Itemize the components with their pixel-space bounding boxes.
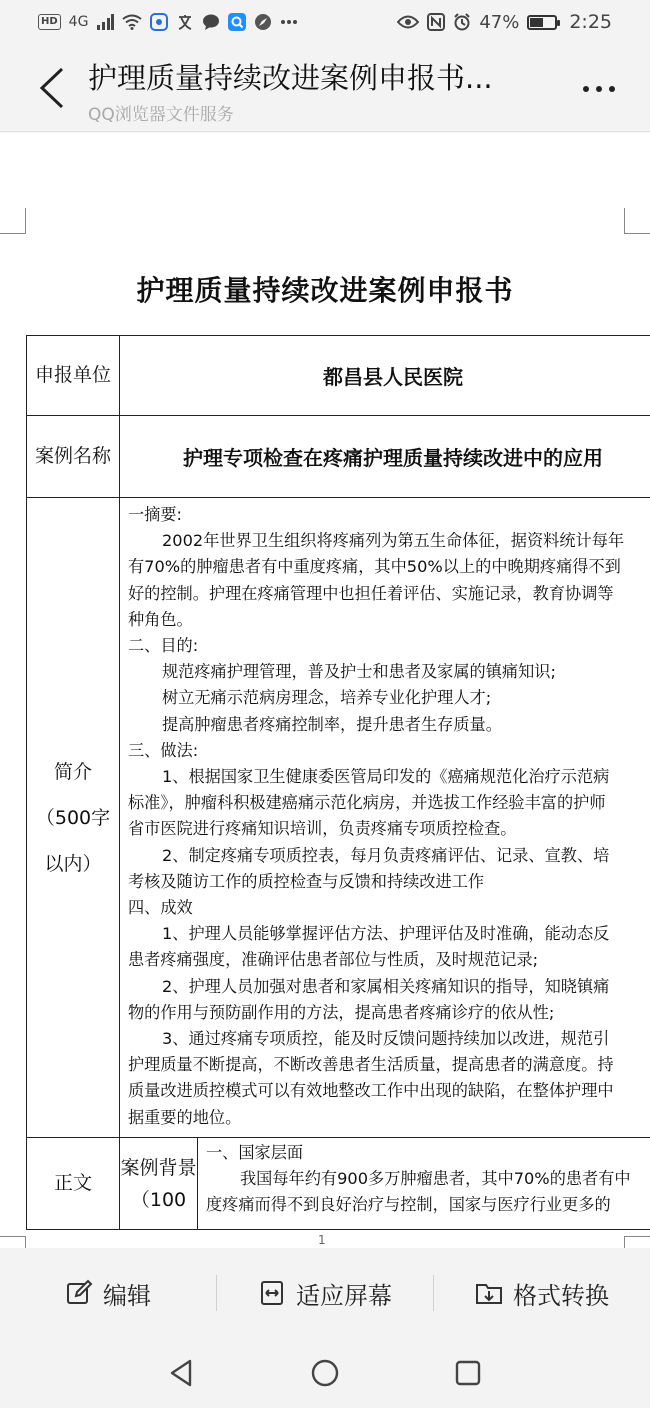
status-left [38,13,298,31]
format-convert-label: 格式转换 [513,1281,609,1310]
intro-line: 据重要的地位。 [128,1107,242,1127]
intro-line: 二、目的: [128,636,199,656]
signal-icon [96,14,114,30]
intro-line: 1、护理人员能够掌握评估方法、护理评估及时准确，能动态反 [162,924,610,944]
more-options-button[interactable] [574,74,624,104]
notification-app-icon [150,13,168,31]
intro-line: 标准》，肿瘤科积极建癌痛示范化病房，并选拔工作经验丰富的护师 [128,793,606,813]
wifi-icon [122,14,142,30]
intro-line: 三、做法: [128,740,199,760]
square-recents-icon [452,1357,484,1389]
unit-label: 申报单位 [26,336,120,415]
intro-line: 好的控制。护理在疼痛管理中也担任着评估、实施记录，教育协调等 [128,583,614,603]
circle-home-icon [309,1357,341,1389]
edit-icon [65,1279,93,1307]
dot-icon [609,86,615,92]
format-convert-button[interactable] [434,1263,650,1323]
clock: 2:25 [569,11,612,33]
triangle-back-icon [166,1357,198,1389]
back-button[interactable] [30,62,74,114]
intro-line: 2、护理人员加强对患者和家属相关疼痛知识的指导，知晓镇痛 [162,976,610,996]
fit-screen-icon [258,1279,286,1307]
intro-line: 种角色。 [128,609,193,629]
dot-icon [596,86,602,92]
intro-line: 一摘要: [128,505,183,524]
eye-icon [397,15,419,29]
page-number: 1 [318,1233,326,1247]
application-table [26,335,650,1230]
document-viewer[interactable] [0,133,650,1248]
more-notifications-icon [280,19,298,25]
battery-percent: 47% [479,11,520,33]
intro-line: 1、根据国家卫生健康委医管局印发的《癌痛规范化治疗示范病 [162,767,610,787]
intro-line: 患者疼痛强度，准确评估患者部位与性质，及时规范记录; [128,950,539,970]
edit-button[interactable] [0,1263,216,1323]
body-content [198,1138,650,1229]
dot-icon [583,86,589,92]
nav-home-button[interactable] [295,1348,355,1398]
crop-mark [624,1236,650,1248]
body-line: 一、国家层面 [206,1143,304,1162]
page-subtitle: QQ浏览器文件服务 [88,105,234,125]
intro-line: 3、通过疼痛专项质控，能及时反馈问题持续加以改进，规范引 [162,1029,610,1049]
body-label: 正文 [26,1138,120,1229]
intro-line: 树立无痛示范病房理念，培养专业化护理人才; [162,688,492,708]
case-label: 案例名称 [26,416,120,497]
browser-app-icon [228,13,246,31]
fit-screen-button[interactable] [217,1263,433,1323]
case-value: 护理专项检查在疼痛护理质量持续改进中的应用 [183,446,603,470]
battery-icon [527,15,557,30]
intro-line: 物的作用与预防副作用的方法，提高患者疼痛诊疗的依从性; [128,1002,555,1022]
intro-line: 省市医院进行疼痛知识培训，负责疼痛专项质控检查。 [128,819,517,839]
crop-mark [0,1236,26,1248]
intro-line: 护理质量不断提高，不断改善患者生活质量，提高患者的满意度。持 [128,1055,614,1075]
intro-line: 规范疼痛护理管理，普及护士和患者及家属的镇痛知识; [162,662,556,682]
intro-line: 考核及随访工作的质控检查与反馈和持续改进工作 [128,871,485,891]
table-row-unit [26,336,650,416]
nfc-icon [427,13,445,31]
nav-recents-button[interactable] [438,1348,498,1398]
intro-label: 简介（500字以内） [26,498,120,1137]
bottom-toolbar [0,1248,650,1338]
intro-line: 有70%的肿瘤患者有中重度疼痛，其中50%以上的中晚期疼痛得不到 [128,557,621,577]
alarm-icon [453,13,471,31]
table-row-body [26,1138,650,1230]
intro-line: 提高肿瘤患者疼痛控制率，提升患者生存质量。 [162,714,502,734]
body-line: 我国每年约有900多万肿瘤患者，其中70%的患者有中 [240,1169,631,1189]
hd-icon: HD [38,14,61,30]
status-bar [0,0,650,44]
status-right [397,11,612,33]
intro-content [120,498,650,1137]
intro-line: 质量改进质控模式可以有效地整改工作中出现的缺陷，在整体护理中 [128,1081,614,1101]
intro-line: 2、制定疼痛专项质控表，每月负责疼痛评估、记录、宣教、培 [162,845,610,865]
unit-value: 都昌县人民医院 [323,365,463,389]
edit-label: 编辑 [103,1281,151,1310]
translate-icon [176,13,194,31]
fit-screen-label: 适应屏幕 [296,1281,392,1310]
crop-mark [0,208,26,234]
background-label: 案例背景（100 [120,1138,198,1229]
chat-icon [202,13,220,31]
app-header [0,44,650,132]
folder-download-icon [475,1279,503,1307]
table-row-case-name [26,416,650,498]
network-type: 4G [68,14,89,30]
chevron-left-icon [38,66,66,110]
intro-line: 四、成效 [128,898,193,918]
system-nav-bar [0,1338,650,1408]
document-title: 护理质量持续改进案例申报书 [136,274,514,307]
crop-mark [624,208,650,234]
table-row-intro [26,498,650,1138]
compass-icon [254,13,272,31]
nav-back-button[interactable] [152,1348,212,1398]
page-title: 护理质量持续改进案例申报书... [88,61,493,95]
body-line: 度疼痛而得不到良好治疗与控制，国家与医疗行业更多的 [206,1195,611,1215]
intro-line: 2002年世界卫生组织将疼痛列为第五生命体征，据资料统计每年 [162,531,625,551]
